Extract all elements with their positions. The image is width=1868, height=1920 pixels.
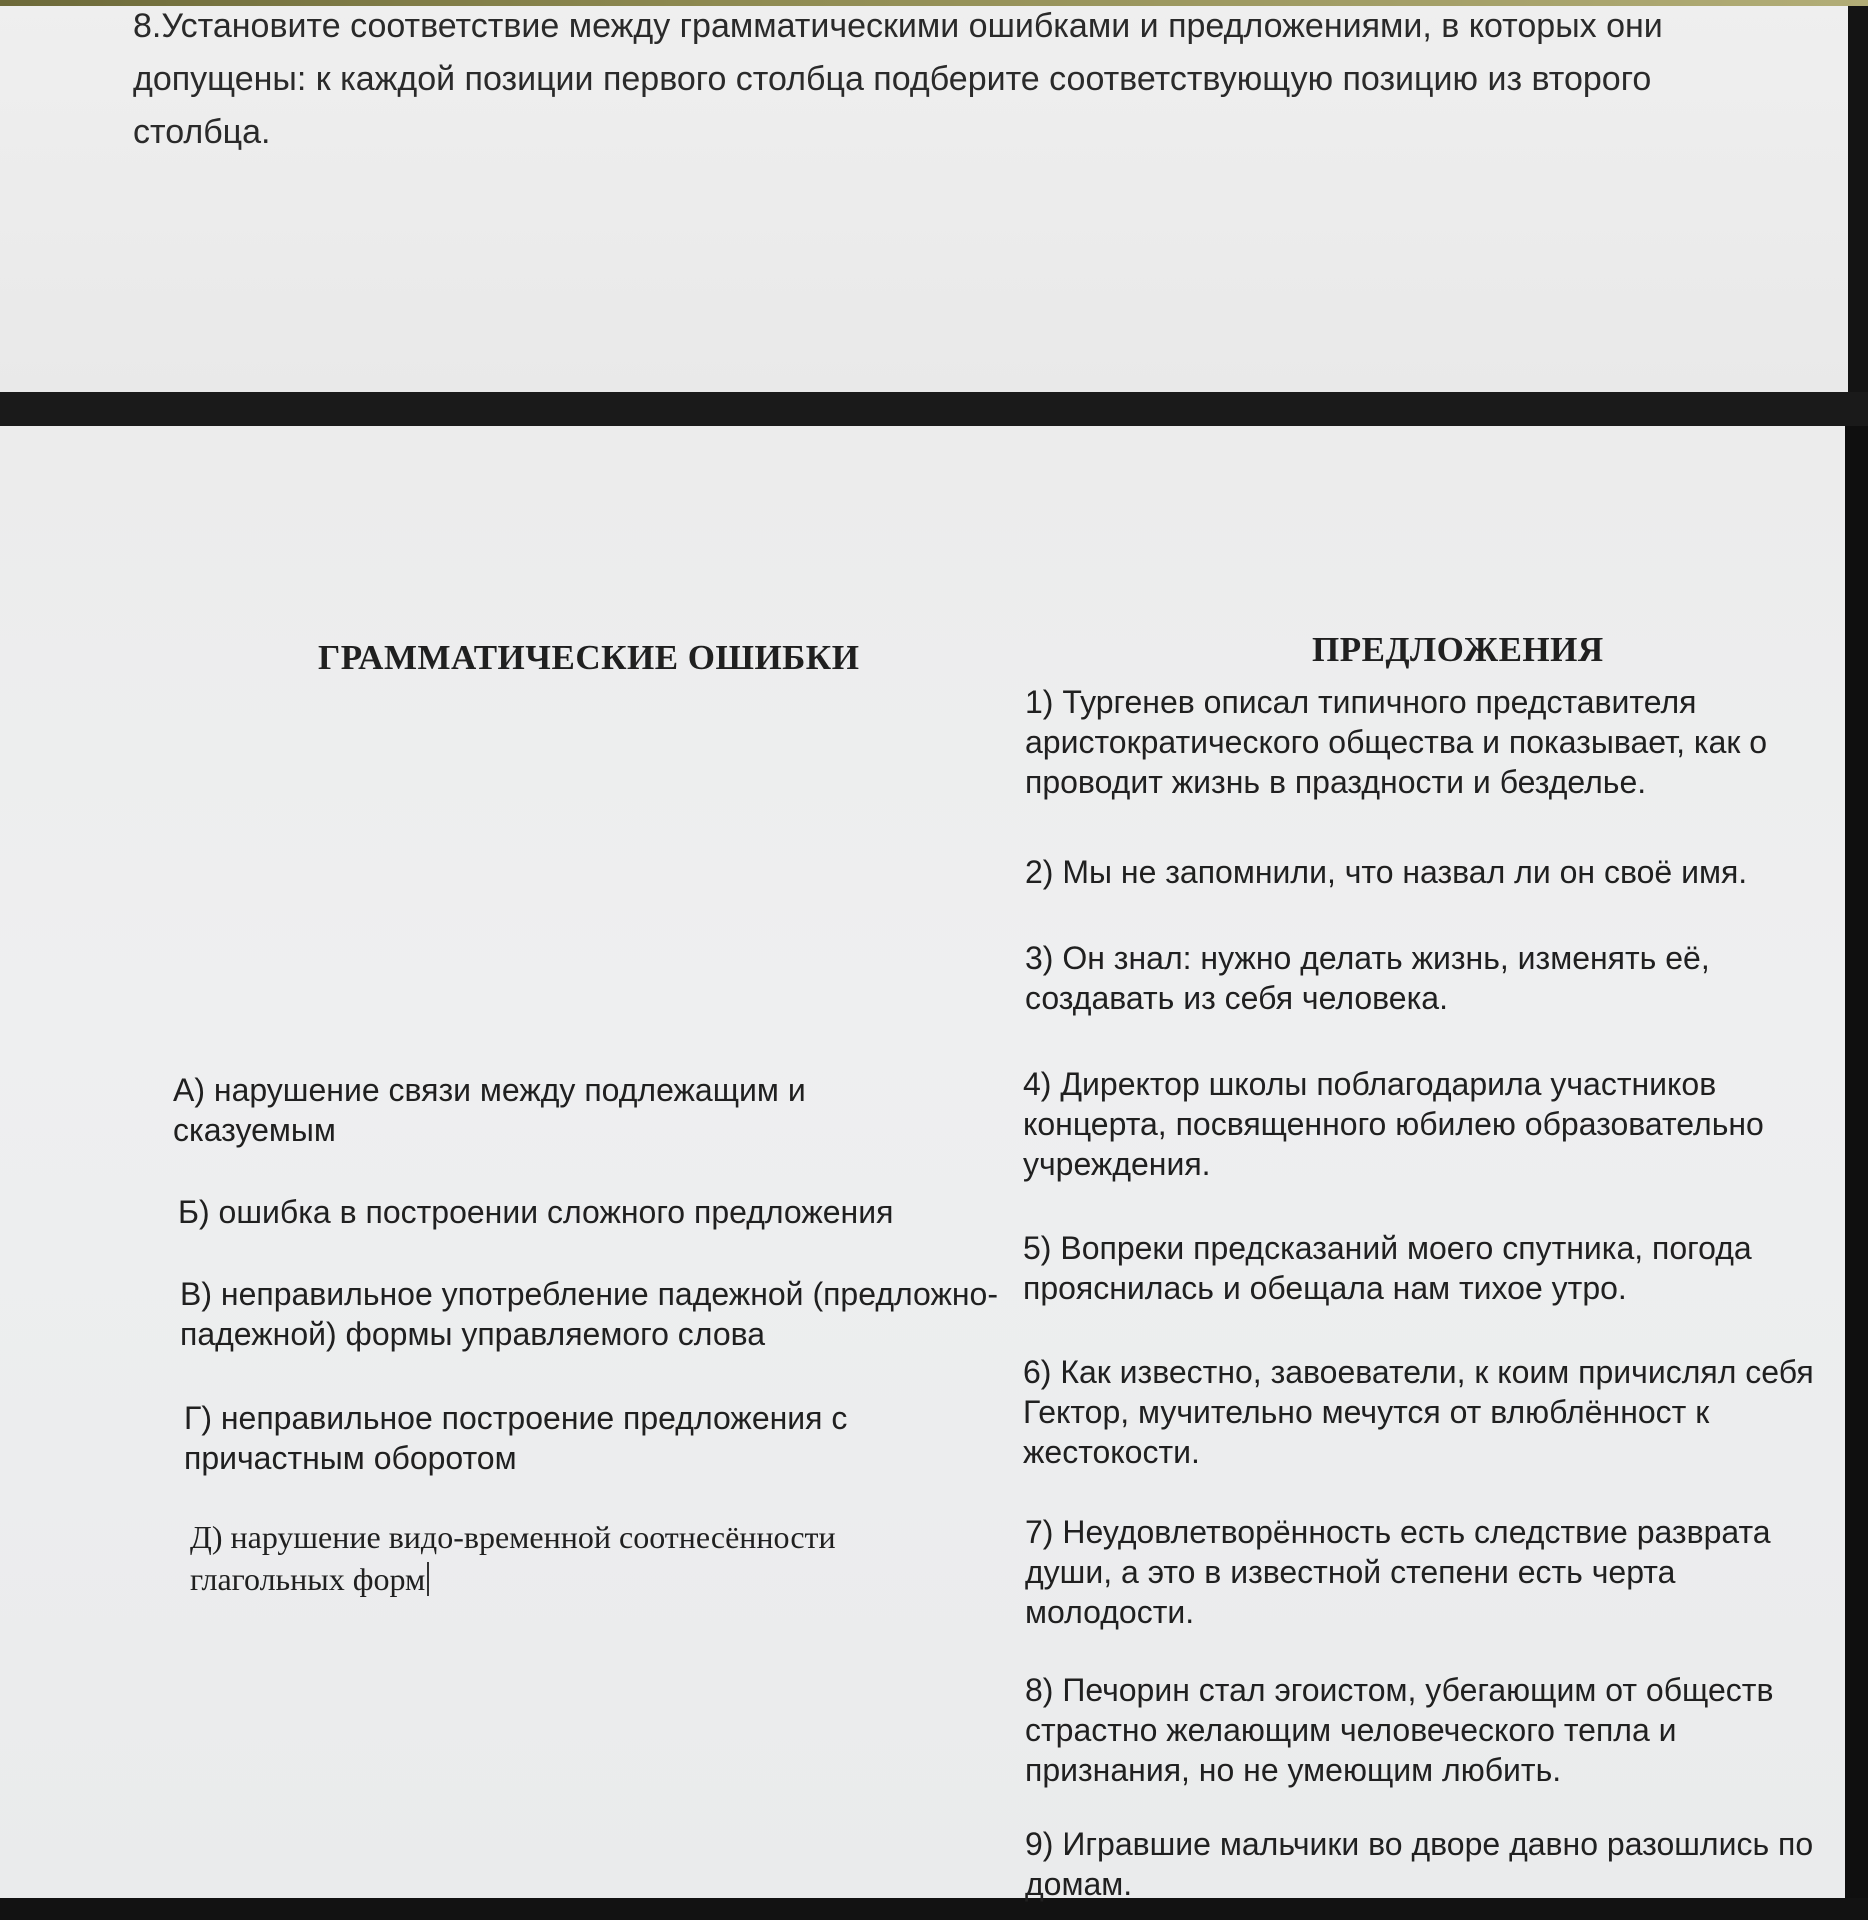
sentence-item-7: 7) Неудовлетворённость есть следствие разврата души, а это в известной степени есть черта молодости. [1025, 1514, 1771, 1630]
page-separator [0, 392, 1868, 426]
sentence-item-5: 5) Вопреки предсказаний моего спутника, погода прояснилась и обещала нам тихое утро. [1023, 1230, 1752, 1306]
text-cursor [427, 1562, 429, 1596]
error-item-d [190, 1516, 910, 1600]
sentence-item-3: 3) Он знал: нужно делать жизнь, изменять её, создавать из себя человека. [1025, 940, 1710, 1016]
error-item-v: В) неправильное употребление падежной (предложно-падежной) формы управляемого слова [180, 1276, 998, 1352]
error-item-g: Г) неправильное построение предложения с причастным оборотом [184, 1400, 848, 1476]
sentence-item-8: 8) Печорин стал эгоистом, убегающим от обществ страстно желающим человеческого тепла и признания, но не умеющим любить. [1025, 1672, 1774, 1788]
sentence-item-1: 1) Тургенев описал типичного представителя аристократического общества и показывает, как о проводит жизнь в праздности и безделье. [1025, 684, 1768, 800]
screen-edge-right [1845, 426, 1868, 1920]
sentence-item-4: 4) Директор школы поблагодарила участников концерта, посвященного юбилею образовательно учреждения. [1023, 1066, 1764, 1182]
error-item-a: А) нарушение связи между подлежащим и сказуемым [173, 1072, 806, 1148]
task-instruction: 8.Установите соответствие между грамматическими ошибками и предложениями, в которых они допущены: к каждой позиции первого столбца подберите соответствующую позицию из второго столбца. [133, 7, 1663, 151]
sentence-item-9: 9) Игравшие мальчики во дворе давно разошлись по домам. [1025, 1826, 1814, 1902]
sentence-item-2: 2) Мы не запомнили, что назвал ли он своё имя. [1025, 854, 1748, 890]
left-column-heading: ГРАММАТИЧЕСКИЕ ОШИБКИ [318, 638, 860, 677]
error-item-b: Б) ошибка в построении сложного предложения [178, 1194, 894, 1230]
error-item-d-text: Д) нарушение видо-временной соотнесённости глагольных форм [190, 1519, 836, 1597]
sentence-item-6: 6) Как известно, завоеватели, к коим причислял себя Гектор, мучительно мечутся от влюблённост к жестокости. [1023, 1354, 1814, 1470]
right-column-heading: ПРЕДЛОЖЕНИЯ [1312, 630, 1604, 669]
